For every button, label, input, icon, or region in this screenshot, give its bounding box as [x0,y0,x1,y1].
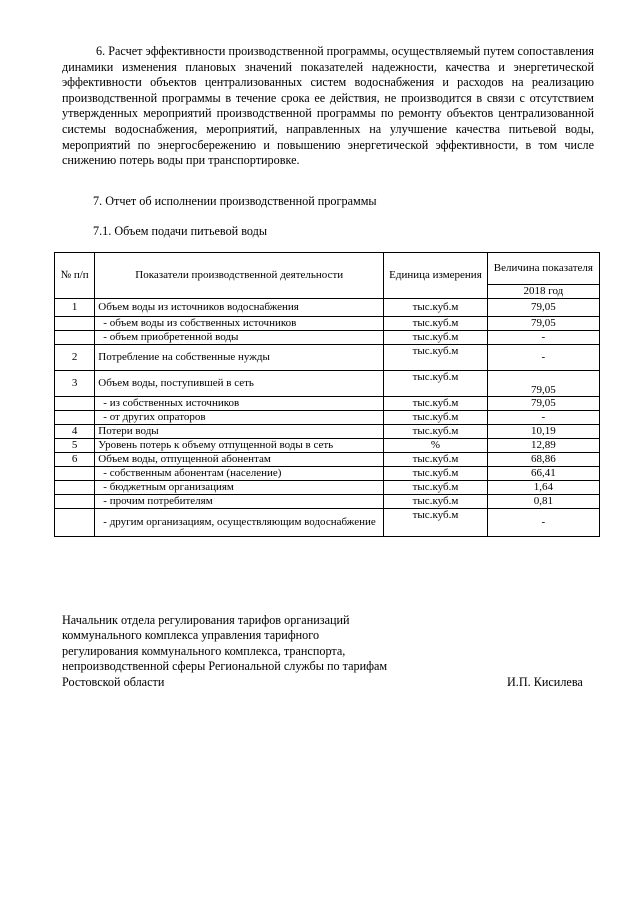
row-unit: тыс.куб.м [384,411,488,425]
row-name: Объем воды из источников водоснабжения [95,299,384,317]
row-name: - другим организациям, осуществляющим водоснабжение [95,509,384,537]
table-row [55,453,600,467]
row-value: 1,64 [487,481,599,495]
row-unit: % [384,439,488,453]
table-row [55,481,600,495]
row-unit: тыс.куб.м [384,397,488,411]
table-row [55,371,600,397]
table-header-row [55,253,600,285]
row-value: 10,19 [487,425,599,439]
row-name: - из собственных источников [95,397,384,411]
row-value: - [487,411,599,425]
row-value: - [487,345,599,371]
header-name: Показатели производственной деятельности [95,253,384,299]
table-row [55,317,600,331]
row-unit: тыс.куб.м [384,317,488,331]
row-unit: тыс.куб.м [384,345,488,371]
row-unit: тыс.куб.м [384,453,488,467]
row-name: - бюджетным организациям [95,481,384,495]
row-unit: тыс.куб.м [384,467,488,481]
row-value: - [487,509,599,537]
row-value: 0,81 [487,495,599,509]
table-row [55,495,600,509]
table-row [55,425,600,439]
row-name: - объем воды из собственных источников [95,317,384,331]
row-name: Объем воды, поступившей в сеть [95,371,384,397]
row-value: - [487,331,599,345]
row-num: 4 [55,425,95,439]
row-num: 1 [55,299,95,317]
header-num: № п/п [55,253,95,299]
signature-name: И.П. Кисилева [507,675,583,689]
header-value: Величина показателя [487,253,599,285]
row-unit: тыс.куб.м [384,331,488,345]
row-num [55,467,95,481]
table-row [55,439,600,453]
row-num [55,509,95,537]
row-unit: тыс.куб.м [384,481,488,495]
row-unit: тыс.куб.м [384,299,488,317]
row-num: 5 [55,439,95,453]
row-name: - от других опраторов [95,411,384,425]
table-row [55,411,600,425]
table-row [55,509,600,537]
row-unit: тыс.куб.м [384,371,488,397]
row-unit: тыс.куб.м [384,425,488,439]
row-name: Объем воды, отпущенной абонентам [95,453,384,467]
row-unit: тыс.куб.м [384,509,488,537]
row-num [55,331,95,345]
section-7-1-heading: 7.1. Объем подачи питьевой воды [93,224,268,238]
row-value: 79,05 [487,371,599,397]
row-name: Потери воды [95,425,384,439]
header-year: 2018 год [487,285,599,299]
row-name: - объем приобретенной воды [95,331,384,345]
section-7-heading: 7. Отчет об исполнении производственной программы [93,194,377,208]
intro-paragraph [62,44,594,169]
row-num [55,495,95,509]
row-value: 68,86 [487,453,599,467]
table-row [55,299,600,317]
row-num: 2 [55,345,95,371]
table-row [55,467,600,481]
row-num [55,411,95,425]
row-num: 3 [55,371,95,397]
water-supply-table [54,252,600,537]
row-name: Уровень потерь к объему отпущенной воды в сеть [95,439,384,453]
intro-number: 6. [96,44,106,58]
row-name: - собственным абонентам (население) [95,467,384,481]
row-num [55,481,95,495]
row-num [55,317,95,331]
row-unit: тыс.куб.м [384,495,488,509]
row-name: Потребление на собственные нужды [95,345,384,371]
row-num [55,397,95,411]
row-value: 79,05 [487,317,599,331]
table-row [55,397,600,411]
table-row [55,331,600,345]
signature-position: Начальник отдела регулирования тарифов организаций коммунального комплекса управления тарифного регулирования коммунального комплекса, транспорта, непроизводственной сферы Региональной службы по тарифам Ростовской области [62,613,388,689]
row-value: 79,05 [487,397,599,411]
row-value: 66,41 [487,467,599,481]
table-row [55,345,600,371]
header-unit: Единица измерения [384,253,488,299]
row-value: 79,05 [487,299,599,317]
row-name: - прочим потребителям [95,495,384,509]
row-num: 6 [55,453,95,467]
row-value: 12,89 [487,439,599,453]
intro-text: Расчет эффективности производственной программы, осуществляемый путем сопоставления динамики изменения плановых значений показателей надежности, качества и энергетической эффективности объектов централизованных систем водоснабжения и расходов на реализацию производственной программы в течение срока ее действия, не производится в связи с отсутствием утвержденных мероприятий производственной программы по ремонту объектов централизованной системы водоснабжения, мероприятий, направленных на улучшение качества питьевой воды, мероприятий по энергосбережению и повышению энергетической эффективности, в том числе снижению потерь воды при транспортировке. [62,44,595,168]
